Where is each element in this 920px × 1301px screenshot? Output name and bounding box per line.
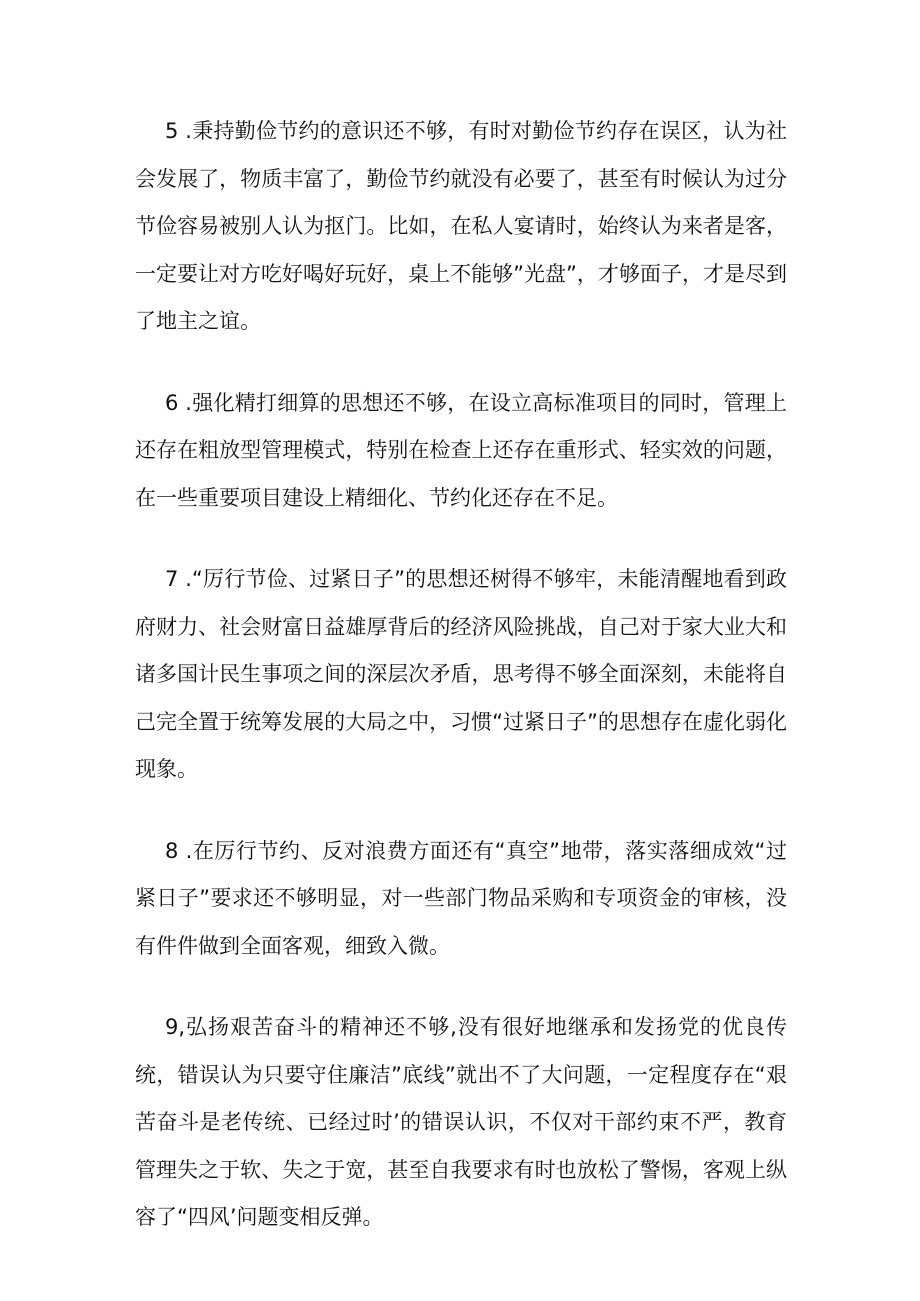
paragraph-item-7: 7 .“厉行节俭、过紧日子”的思想还树得不够牢，未能清醒地看到政府财力、社会财富日益雄厚背后的经济风险挑战，自己对于家大业大和诸多国计民生事项之间的深层次矛盾，思考得不够全面深刻，未能将自己完全置于统筹发展的大局之中，习惯“过紧日子”的思想存在虚化弱化现象。 — [135, 567, 787, 781]
paragraph-item-9: 9,弘扬艰苦奋斗的精神还不够,没有很好地继承和发扬党的优良传统，错误认为只要守住廉洁”底线”就出不了大问题，一定程度存在“艰苦奋斗是老传统、已经过时’的错误认识，不仅对干部约束不严，教育管理失之于软、失之于宽，甚至自我要求有时也放松了警惕，客观上纵容了“四风’问题变相反弹。 — [135, 1015, 787, 1229]
paragraph-item-8: 8 .在厉行节约、反对浪费方面还有“真空”地带，落实落细成效“过紧日子”要求还不够明显，对一些部门物品采购和专项资金的审核，没有件件做到全面客观，细致入微。 — [135, 838, 787, 958]
paragraph-item-6: 6 .强化精打细算的思想还不够，在设立高标准项目的同时，管理上还存在粗放型管理模式，特别在检查上还存在重形式、轻实效的问题，在一些重要项目建设上精细化、节约化还存在不足。 — [135, 390, 787, 510]
paragraph-item-5: 5 .秉持勤俭节约的意识还不够，有时对勤俭节约存在误区，认为社会发展了，物质丰富了，勤俭节约就没有必要了，甚至有时候认为过分节俭容易被别人认为抠门。比如，在私人宴请时，始终认为来者是客，一定要让对方吃好喝好玩好，桌上不能够”光盘”，才够面子，才是尽到了地主之谊。 — [135, 119, 787, 333]
document-body — [135, 108, 787, 1276]
